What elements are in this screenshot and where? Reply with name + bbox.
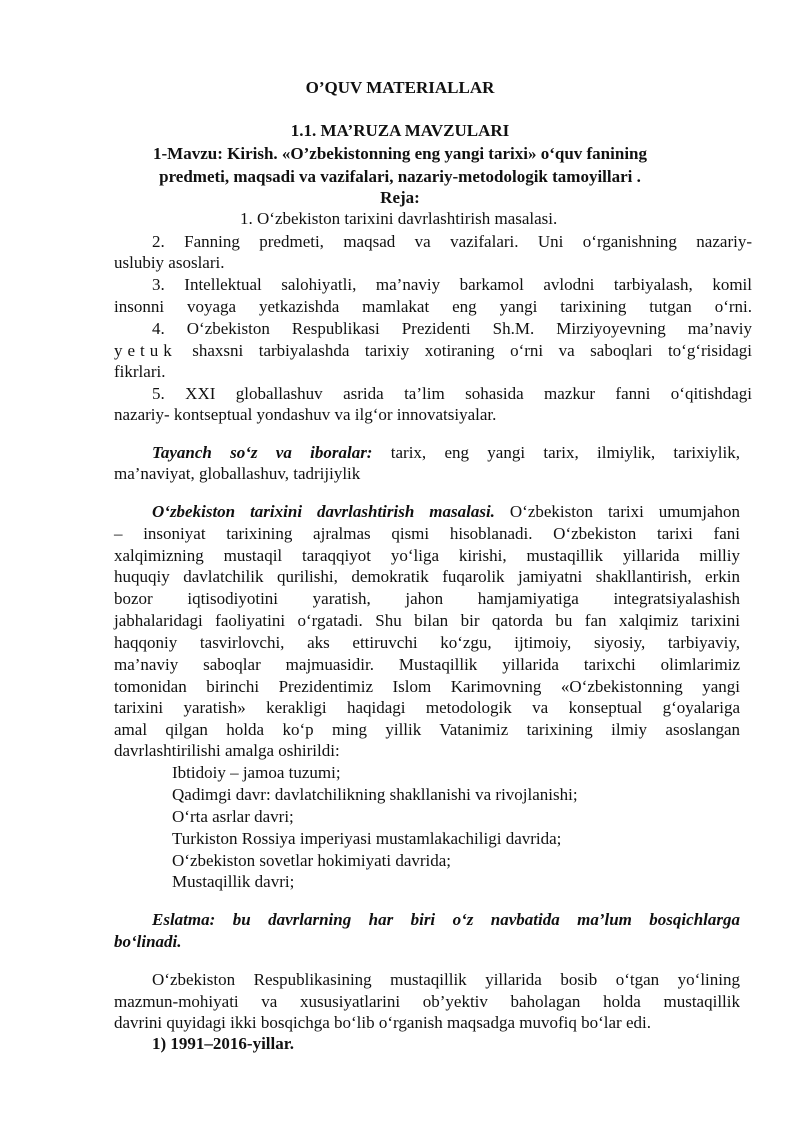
periodization-line-1 xyxy=(152,501,740,523)
plan-item-2-line-2: uslubiy asoslari. xyxy=(114,253,225,272)
plan-label: Reja: xyxy=(380,188,420,207)
topic-title-line-1: 1-Mavzu: Kirish. «O’zbekistonning eng yangi tarixi» o‘quv fanining xyxy=(153,144,647,163)
note-line-2: bo‘linadi. xyxy=(114,932,182,951)
keywords-list-start: tarix, eng yangi tarix, ilmiylik, tarixiylik, xyxy=(372,443,741,462)
section-heading: 1.1. MA’RUZA MAVZULARI xyxy=(290,121,510,140)
plan-item-2-line-1: 2. Fanning predmeti, maqsad va vazifalari. Uni o‘rganishning nazariy- xyxy=(152,232,752,251)
periodization-line-4: huquqiy davlatchilik qurilishi, demokratik fuqarolik jamiyatni shakllantirish, erkin xyxy=(114,567,740,586)
plan-item-1: 1. O‘zbekiston tarixini davrlashtirish masalasi. xyxy=(240,209,558,228)
note-line-1: Eslatma: bu davrlarning har biri o‘z navbatida ma’lum bosqichlarga xyxy=(152,910,740,929)
plan-item-5-line-2: nazariy- kontseptual yondashuv va ilg‘or innovatsiyalar. xyxy=(114,405,497,424)
period-item: Ibtidoiy – jamoa tuzumi; xyxy=(172,763,341,782)
periodization-line-7: haqqoniy tasvirlovchi, aks ettiruvchi ko‘zgu, ijtimoiy, siyosiy, tarbiyaviy, xyxy=(114,633,740,652)
document-title: O’QUV MATERIALLAR xyxy=(305,78,495,97)
period-item: O‘zbekiston sovetlar hokimiyati davrida; xyxy=(172,851,452,870)
plan-item-4-line-2 xyxy=(114,340,752,362)
periodization-line-3: xalqimizning mustaqil taraqqiyot yo‘liga kirishi, mustaqillik yillarida milliy xyxy=(114,546,740,565)
stage-1-heading: 1) 1991–2016-yillar. xyxy=(152,1034,294,1053)
periodization-line-10: tarixini yaratish» kerakligi haqidagi metodologik va konseptual g‘oyalariga xyxy=(114,698,740,717)
period-item: Turkiston Rossiya imperiyasi mustamlakachiligi davrida; xyxy=(172,829,562,848)
plan-item-4-line-3: fikrlari. xyxy=(114,362,166,381)
periodization-heading: O‘zbekiston tarixini davrlashtirish masalasi. xyxy=(152,502,495,521)
spaced-word: yetuk xyxy=(114,341,177,360)
period-item: Qadimgi davr: davlatchilikning shakllanishi va rivojlanishi; xyxy=(172,785,578,804)
periodization-line-1-rest: O‘zbekiston tarixi umumjahon xyxy=(494,502,741,521)
final-paragraph-line-1: O‘zbekiston Respublikasining mustaqillik yillarida bosib o‘tgan yo‘lining xyxy=(152,970,740,989)
keywords-label: Tayanch so‘z va iboralar: xyxy=(152,443,373,462)
periodization-line-2: – insoniyat tarixining ajralmas qismi hisoblanadi. O‘zbekiston tarixi fani xyxy=(114,524,740,543)
final-paragraph-line-3: davrini quyidagi ikki bosqichga bo‘lib o‘rganish maqsadga muvofiq bo‘lar edi. xyxy=(114,1013,651,1032)
final-paragraph-line-2: mazmun-mohiyati va xususiyatlarini ob’yektiv baholagan holda mustaqillik xyxy=(114,992,740,1011)
periodization-line-8: ma’naviy saboqlar majmuasidir. Mustaqillik yillarida tarixchi olimlarimiz xyxy=(114,655,740,674)
keywords-line-1 xyxy=(152,442,740,464)
plan-item-3-line-2: insonni voyaga yetkazishda mamlakat eng yangi tarixining tutgan o‘rni. xyxy=(114,297,752,316)
period-item: Mustaqillik davri; xyxy=(172,872,295,891)
periodization-line-12: davrlashtirilishi amalga oshirildi: xyxy=(114,741,340,760)
keywords-line-2: ma’naviyat, globallashuv, tadrijiylik xyxy=(114,464,361,483)
period-item: O‘rta asrlar davri; xyxy=(172,807,294,826)
plan-item-4-line-1: 4. O‘zbekiston Respublikasi Prezidenti Sh.M. Mirziyoyevning ma’naviy xyxy=(152,319,752,338)
plan-item-3-line-1: 3. Intellektual salohiyatli, ma’naviy barkamol avlodni tarbiyalash, komil xyxy=(152,275,752,294)
plan-item-4-line-2-rest: shaxsni tarbiyalashda tarixiy xotiraning o‘rni va saboqlari to‘g‘risidagi xyxy=(176,341,752,360)
periodization-line-5: bozor iqtisodiyotini yaratish, jahon hamjamiyatiga integratsiyalashish xyxy=(114,589,740,608)
periodization-line-6: jabhalaridagi faoliyatini o‘rgatadi. Shu bilan bir qatorda bu fan xalqimiz tarixini xyxy=(114,611,740,630)
plan-item-5-line-1: 5. XXI globallashuv asrida ta’lim sohasida mazkur fanni o‘qitishdagi xyxy=(152,384,752,403)
topic-title-line-2: predmeti, maqsadi va vazifalari, nazariy-metodologik tamoyillari . xyxy=(159,167,641,186)
periodization-line-11: amal qilgan holda ko‘p ming yillik Vatanimiz tarixining ilmiy asoslangan xyxy=(114,720,740,739)
periodization-line-9: tomonidan birinchi Prezidentimiz Islom Karimovning «O‘zbekistonning yangi xyxy=(114,677,740,696)
